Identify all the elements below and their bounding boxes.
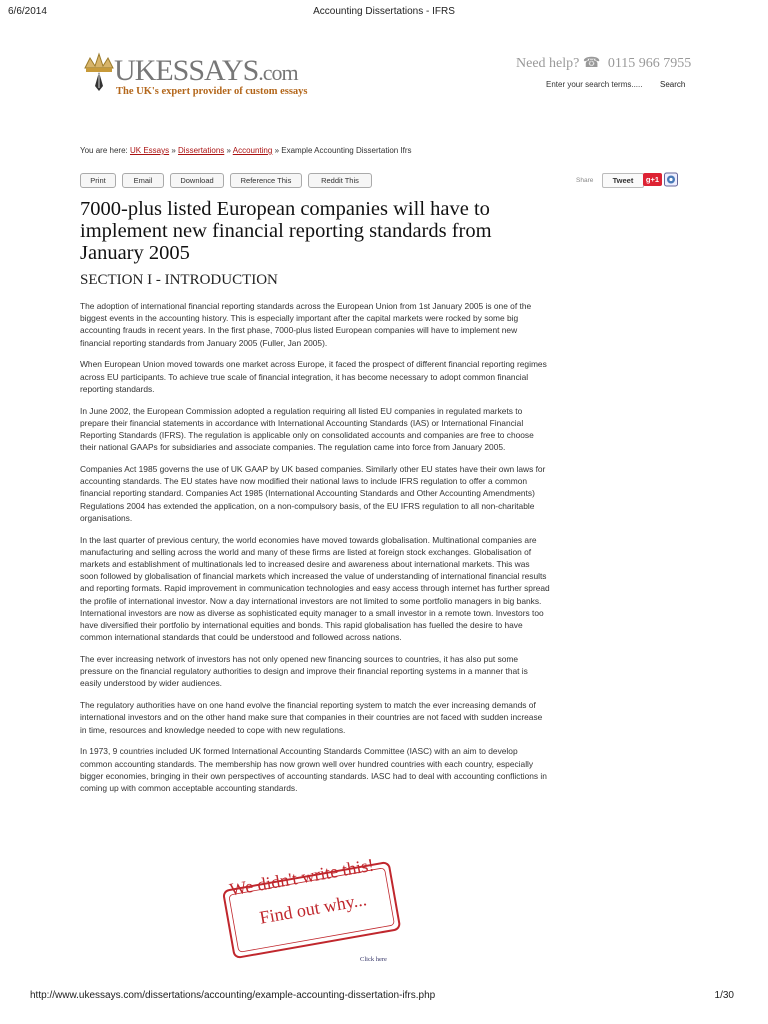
- breadcrumb-dissertations[interactable]: Dissertations: [178, 146, 225, 155]
- search-bar: [546, 80, 686, 89]
- tweet-button[interactable]: Tweet: [602, 173, 644, 188]
- paragraph: The regulatory authorities have on one hand evolve the financial reporting system to match the ever increasing demands of international investors and on the other hand make sure that companies in their countries are not faced with sudden increase in time, resources and knowledge needed to cope with new regulations.: [80, 700, 543, 735]
- help-phone[interactable]: 0115 966 7955: [607, 56, 692, 71]
- page-number: 1/30: [714, 990, 734, 1001]
- promo-link[interactable]: Click here: [360, 956, 387, 963]
- promo-stamp[interactable]: [218, 854, 406, 966]
- help-line: [516, 55, 691, 72]
- print-url: http://www.ukessays.com/dissertations/accounting/example-accounting-dissertation-ifrs.php: [30, 990, 436, 1001]
- gplus-button[interactable]: g+1: [643, 173, 662, 186]
- site-logo[interactable]: [82, 52, 362, 100]
- crown-pen-icon: [82, 52, 116, 92]
- promo-line-1: We didn't write this!: [228, 854, 376, 900]
- breadcrumb-uk-essays[interactable]: UK Essays: [129, 146, 170, 155]
- article-body: [80, 300, 550, 804]
- brand-name: UKESSAYS.com: [114, 54, 298, 87]
- download-button[interactable]: Download: [170, 173, 224, 188]
- paragraph: In June 2002, the European Commission adopted a regulation requiring all listed EU companies in regulated markets to prepare their financial statements in accordance with International Accounting Standards (IAS) or International Financial Reporting Standards (IFRS). The regulation is applicable only on consolidated accounts and companies are free to choose their national GAAPs for subsidiaries and associate companies. The regulation came into force from January 2005.: [80, 405, 534, 453]
- paragraph: In the last quarter of previous century, the world economies have moved towards globalisation. Multinational companies are manufacturing and selling across the world and many of these firms are listed at foreign stock exchanges. Globalisation of markets and establishment of multinationals led to increased desire and awareness about international markets. This was soon followed by globalisation of financial markets which increased the value of understanding of international financial results and reporting formats. Rapid improvement in communication technologies and easy access through internet has further spread the profile of international investor. Now a day international investors are not limited to some portfolio managers in big banks. International investors are now as diverse as sophisticated equity manager to a small investor in a remote town. Investors too have diversified their portfolio by international equities and bonds. This rapid globalisation has fuelled the desire to have common international standards that could be understood and followed across nations.: [80, 534, 550, 643]
- stumble-icon[interactable]: [664, 171, 678, 187]
- paragraph: In 1973, 9 countries included UK formed International Accounting Standards Committee (IASC) with an aim to develop common accounting standards. The membership has now grown well over hundred countries with each country, especially bigger economies, bringing in their own perspectives of accounting standards. IASC had to deal with accounting conflictions in coming up with common acceptable accounting standards.: [80, 746, 547, 794]
- section-heading: SECTION I - INTRODUCTION: [80, 272, 278, 288]
- email-button[interactable]: Email: [122, 173, 164, 188]
- reference-button[interactable]: Reference This: [230, 173, 302, 188]
- paragraph: The adoption of international financial reporting standards across the European Union from 1st January 2005 is one of the biggest events in the accounting history. This is especially important after the capital markets were rocked by some big accounting frauds in recent years. In the first phase, 7000-plus listed European companies will have to implement new financial reporting standards from January 2005 (Fuller, Jan 2005).: [80, 301, 532, 348]
- reddit-button[interactable]: Reddit This: [308, 173, 372, 188]
- paragraph: The ever increasing network of investors has not only opened new financing sources to countries, it has also put some pressure on the financial regulatory authorities to design and improve their financial reporting systems in a manner that is easily understood by wider audiences.: [80, 654, 528, 689]
- breadcrumb-current: Example Accounting Dissertation Ifrs: [281, 146, 412, 155]
- search-button[interactable]: Search: [660, 80, 686, 89]
- share-label: Share: [576, 177, 594, 184]
- breadcrumb-accounting[interactable]: Accounting: [232, 146, 273, 155]
- print-button[interactable]: Print: [80, 173, 116, 188]
- search-input[interactable]: Enter your search terms.....: [546, 80, 643, 89]
- print-header: [0, 0, 768, 20]
- brand-tagline: The UK's expert provider of custom essays: [116, 86, 308, 97]
- print-date: 6/6/2014: [8, 6, 47, 17]
- breadcrumb-prefix: You are here:: [80, 146, 128, 155]
- help-label: Need help?: [516, 56, 580, 71]
- phone-icon: ☎: [582, 56, 601, 71]
- paragraph: When European Union moved towards one market across Europe, it faced the prospect of different financial reporting regimes across EU participants. To achieve true scale of financial integration, it has become necessary to adopt common financial reporting standards.: [80, 359, 547, 394]
- promo-line-2: Find out why...: [258, 889, 369, 928]
- page-title: 7000-plus listed European companies will have to implement new financial reporting standards from January 2005: [80, 198, 492, 264]
- breadcrumb: You are here: UK Essays » Dissertations » Accounting » Example Accounting Dissertation Ifrs: [80, 146, 412, 155]
- paragraph: Companies Act 1985 governs the use of UK GAAP by UK based companies. Similarly other EU states have their own laws for accounting standards. The EU states have now modified their national laws to include IFRS regulation to offer a common financial reporting standard. Companies Act 1985 (International Accounting Standards and Other Accounting Amendments) Regulations 2004 has extended the application, on a non-compulsory basis, of the EU IFRS regulation to all non-charitable organisations.: [80, 464, 546, 523]
- print-title: Accounting Dissertations - IFRS: [313, 6, 455, 17]
